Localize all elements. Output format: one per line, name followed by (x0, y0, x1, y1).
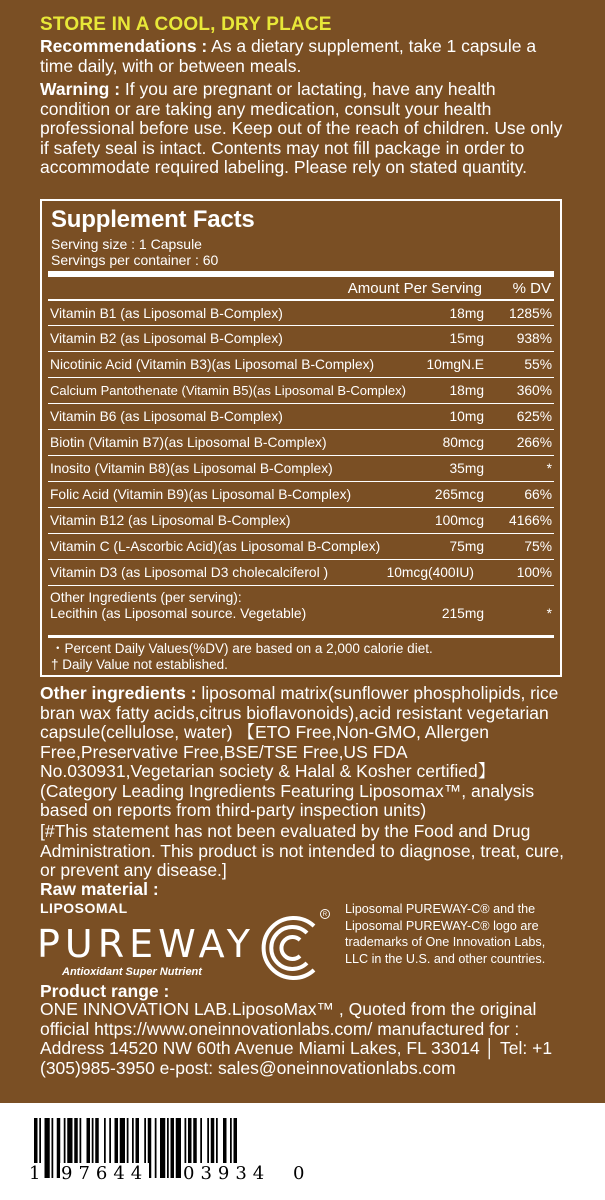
recommendations-paragraph (40, 37, 570, 76)
nutrient-amount: 80mcg (442, 435, 484, 450)
nutrient-dv: 75% (524, 539, 552, 554)
recommendations-text: As a dietary supplement, take 1 capsule a time daily, with or between meals. (40, 36, 537, 76)
logo-way: WAY (158, 922, 255, 966)
lecithin-dv: * (546, 606, 552, 621)
nutrient-amount: 265mcg (434, 487, 484, 502)
facts-row (48, 533, 554, 559)
nutrient-dv: 625% (516, 409, 552, 424)
nutrient-amount: 35mg (449, 461, 484, 476)
other-ingredients-per-serving (50, 590, 306, 622)
nutrient-name: Nicotinic Acid (Vitamin B3)(as Liposomal B-Complex) (50, 357, 375, 372)
nutrient-amount: 10mg (449, 409, 484, 424)
facts-row (48, 403, 554, 429)
barcode-last-digit: 0 (293, 1163, 305, 1184)
storage-instruction: STORE IN A COOL, DRY PLACE (40, 14, 332, 35)
nutrient-name: Biotin (Vitamin B7)(as Liposomal B-Complex) (50, 435, 327, 450)
warning-paragraph (40, 80, 570, 178)
nutrient-amount: 75mg (449, 539, 484, 554)
liposomal-brand-text: LIPOSOMAL (40, 900, 128, 916)
nutrient-dv: * (546, 461, 552, 476)
nutrient-dv: 4166% (509, 513, 552, 528)
product-range-label: Product range : (40, 981, 170, 1001)
raw-material-label: Raw material : (40, 879, 159, 899)
nutrient-name: Vitamin C (L-Ascorbic Acid)(as Liposomal B-Complex) (50, 539, 381, 554)
column-header-dv: % DV (512, 280, 551, 297)
warning-label: Warning : (40, 79, 121, 99)
nutrient-amount: 15mg (449, 331, 484, 346)
bottom-divider (48, 635, 554, 638)
nutrient-name: Vitamin B6 (as Liposomal B-Complex) (50, 409, 283, 424)
logo-tagline: Antioxidant Super Nutrient (62, 966, 202, 978)
product-range-text: ONE INNOVATION LAB.LiposoMax™ , Quoted from the original official https://www.oneinnovationlabs.com/ manufactured for : Address 14520 NW 60th Avenue Miami Lakes, FL 33014 │ Tel: +1 (305)985-3950 e-post: sales@oneinnovationlabs.com (40, 999, 553, 1078)
nutrient-amount: 10mgN.E (426, 357, 484, 372)
nutrient-name: Vitamin B12 (as Liposomal B-Complex) (50, 513, 291, 528)
facts-row (48, 507, 554, 533)
nutrient-amount: 100mcg (434, 513, 484, 528)
nutrient-name: Calcium Pantothenate (Vitamin B5)(as Liposomal B-Complex) (50, 383, 406, 398)
column-header-amount: Amount Per Serving (347, 280, 482, 297)
other-ingredients-text: liposomal matrix(sunflower phospholipids, rice bran wax fatty acids,citrus bioflavonoids),acid resistant vegetarian capsule(cellulose, water) 【ETO Free,Non-GMO, Allergen Free,Preservative Free,BSE/TSE Free,US FDA No.030931,Vegetarian society & Halal & Kosher certified】(Category Leading Ingredients Featuring Liposomax™, analysis based on reports from third-party inspection units) (40, 683, 559, 820)
thick-divider (48, 271, 554, 277)
trademark-note: Liposomal PUREWAY-C® and the Liposomal PUREWAY-C® logo are trademarks of One Innovation Labs, LLC in the U.S. and other countries. (345, 902, 546, 966)
facts-row (48, 377, 554, 403)
nutrient-dv: 100% (516, 565, 552, 580)
other-ingredients-label: Other ingredients : (40, 683, 197, 703)
facts-row-other-ingredients (48, 585, 554, 626)
lecithin-amount: 215mg (441, 606, 484, 621)
pureway-logo-text (37, 922, 255, 966)
nutrient-amount: 18mg (449, 383, 484, 398)
dv-footnote: ・Percent Daily Values(%DV) are based on a 2,000 calorie diet. (51, 641, 433, 656)
facts-row (48, 481, 554, 507)
facts-rows (48, 299, 554, 626)
dagger-footnote: † Daily Value not established. (51, 657, 228, 672)
fda-statement: [#This statement has not been evaluated by the Food and Drug Administration. This product is not intended to diagnose, treat, cure, or prevent any disease.] (40, 821, 565, 880)
pureway-c-logo-icon (252, 908, 332, 988)
warning-text: If you are pregnant or lactating, have any health condition or are taking any medication, consult your health professional before use. Keep out of the reach of children. Use only if safety seal is intact. Contents may not fill package in order to accommodate required labeling. Please rely on stated quantity. (40, 79, 563, 177)
facts-title: Supplement Facts (51, 206, 255, 233)
barcode-first-digit: 1 (29, 1163, 41, 1184)
logo-pure: PURE (37, 922, 159, 966)
serving-size: Serving size : 1 Capsule (51, 236, 202, 252)
nutrient-amount: 10mcg(400IU) (386, 565, 474, 580)
nutrient-name: Inosito (Vitamin B8)(as Liposomal B-Complex) (50, 461, 333, 476)
barcode-group-1: 97644 (61, 1163, 149, 1184)
nutrient-dv: 360% (516, 383, 552, 398)
recommendations-label: Recommendations : (40, 36, 208, 56)
supplement-facts-box (40, 199, 562, 677)
nutrient-name: Folic Acid (Vitamin B9)(as Liposomal B-Complex) (50, 487, 352, 502)
nutrient-dv: 266% (516, 435, 552, 450)
nutrient-name: Vitamin D3 (as Liposomal D3 cholecalciferol ) (50, 565, 329, 580)
facts-row (48, 351, 554, 377)
nutrient-dv: 938% (516, 331, 552, 346)
nutrient-dv: 66% (524, 487, 552, 502)
facts-row (48, 559, 554, 585)
barcode-digits (29, 1163, 305, 1191)
other-ingredients-paragraph (40, 684, 570, 821)
nutrient-amount: 18mg (449, 306, 484, 321)
nutrient-name: Vitamin B1 (as Liposomal B-Complex) (50, 306, 283, 321)
other-per-serving-heading: Other Ingredients (per serving): (50, 590, 242, 605)
facts-row (48, 299, 554, 325)
lecithin-name: Lecithin (as Liposomal source. Vegetable) (50, 606, 307, 621)
facts-row (48, 325, 554, 351)
facts-row (48, 455, 554, 481)
servings-per-container: Servings per container : 60 (51, 252, 219, 268)
facts-row (48, 429, 554, 455)
nutrient-dv: 1285% (509, 306, 552, 321)
nutrient-name: Vitamin B2 (as Liposomal B-Complex) (50, 331, 283, 346)
svg-text:R: R (322, 912, 328, 919)
barcode-group-2: 03934 (183, 1163, 271, 1184)
nutrient-dv: 55% (524, 357, 552, 372)
